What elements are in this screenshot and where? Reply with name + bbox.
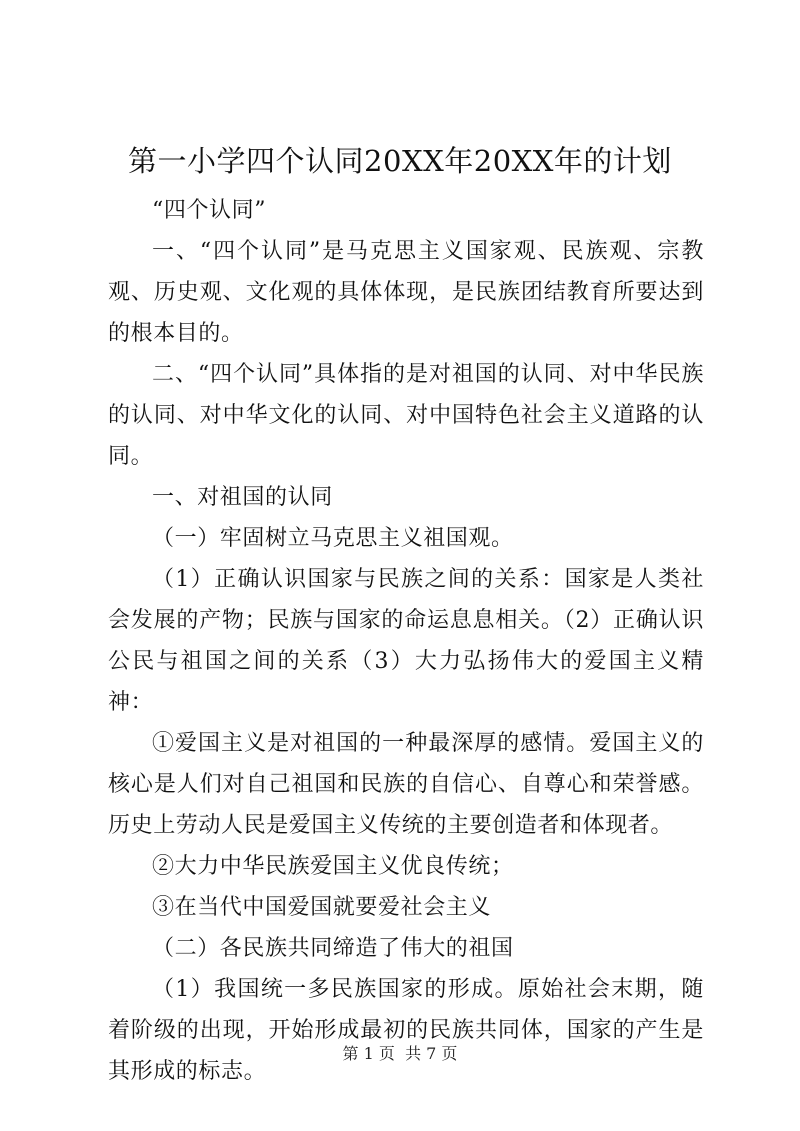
paragraph-patriotism-core: ①爱国主义是对祖国的一种最深厚的感情。爱国主义的核心是人们对自己祖国和民族的自信心、自尊心和荣誉感。历史上劳动人民是爱国主义传统的主要创造者和体现者。 — [108, 731, 704, 838]
section-heading-motherland: 一、对祖国的认同 — [152, 485, 333, 510]
paragraph-point-two: 二、“四个认同”具体指的是对祖国的认同、对中华民族的认同、对中华文化的认同、对中国特色社会主义道路的认同。 — [108, 362, 704, 469]
paragraph-relations: （1）正确认识国家与民族之间的关系：国家是人类社会发展的产物；民族与国家的命运息息相关。（2）正确认识公民与祖国之间的关系（3）大力弘扬伟大的爱国主义精神： — [108, 567, 704, 715]
document-title: 第一小学四个认同20XX年20XX年的计划 — [128, 144, 672, 178]
paragraph-point-one: 一、“四个认同”是马克思主义国家观、民族观、宗教观、历史观、文化观的具体体现，是民族团结教育所要达到的根本目的。 — [108, 239, 704, 346]
document-body — [108, 190, 704, 1092]
paragraph-patriotic-tradition: ②大力中华民族爱国主义优良传统； — [152, 854, 514, 879]
page-number-footer: 第 1 页 共 7 页 — [342, 1044, 458, 1063]
subsection-heading-two: （二）各民族共同缔造了伟大的祖国 — [152, 936, 514, 961]
paragraph-heading-four-identities: “四个认同” — [152, 198, 267, 223]
paragraph-multi-ethnic-formation: （1）我国统一多民族国家的形成。原始社会末期，随着阶级的出现，开始形成最初的民族共同体，国家的产生是其形成的标志。 — [108, 977, 704, 1084]
subsection-heading-one: （一）牢固树立马克思主义祖国观。 — [152, 526, 514, 551]
paragraph-love-socialism: ③在当代中国爱国就要爱社会主义 — [152, 895, 492, 920]
